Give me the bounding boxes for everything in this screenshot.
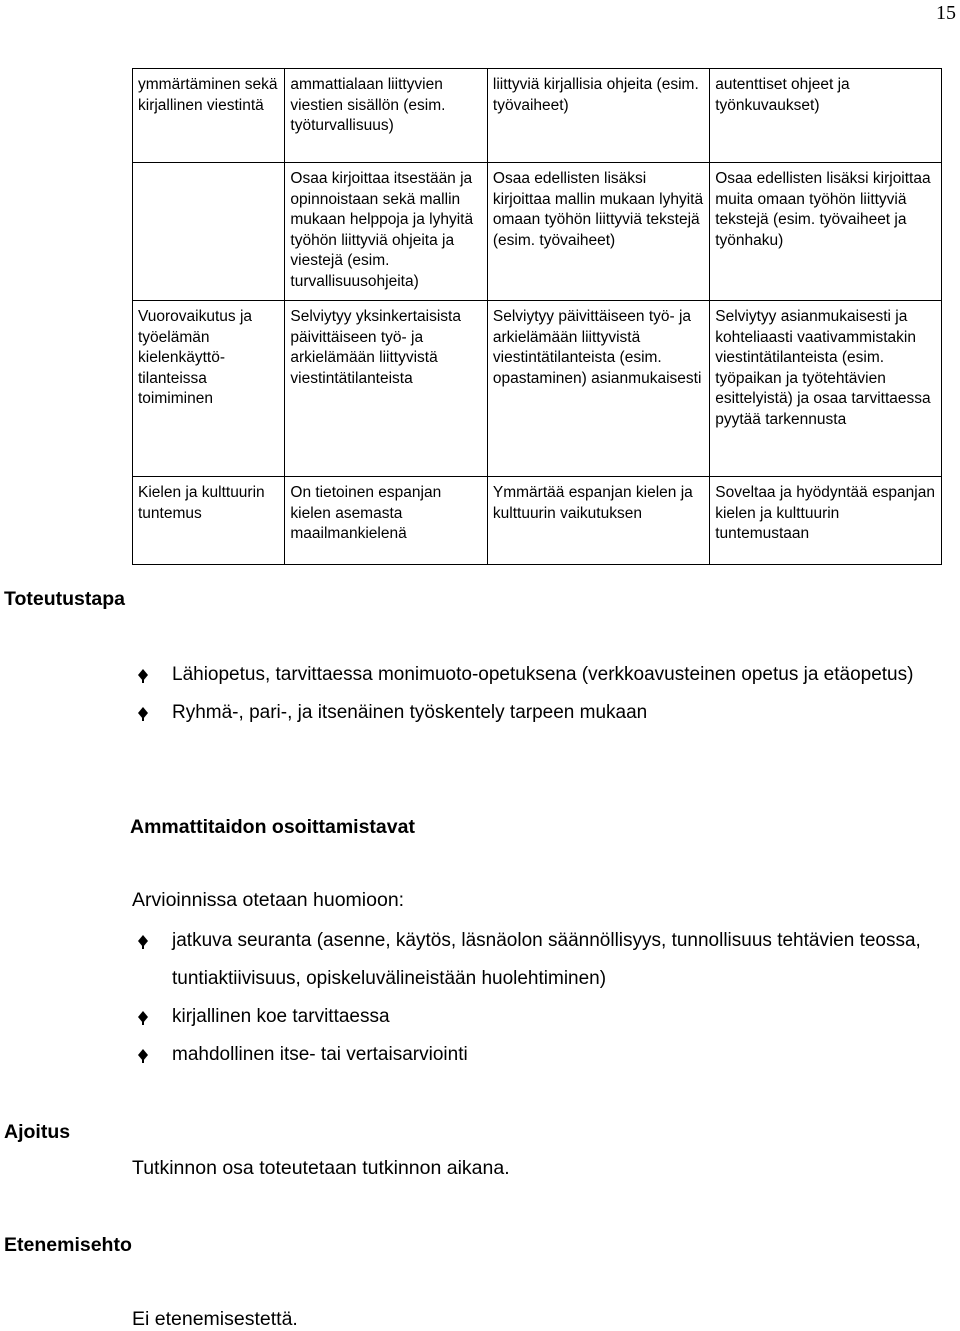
etenemisehto-text: Ei etenemisestettä.	[132, 1308, 298, 1330]
table-row	[133, 69, 942, 163]
table-cell: Kielen ja kulttuurin tuntemus	[133, 477, 285, 565]
table-cell: Soveltaa ja hyödyntää espanjan kielen ja kulttuurin tuntemustaan	[710, 477, 942, 565]
table-cell: Vuorovaikutus ja työelämän kielenkäyttö-tilanteissa toimiminen	[133, 301, 285, 477]
list-item	[136, 998, 956, 1036]
ajoitus-heading: Ajoitus	[4, 1121, 71, 1143]
table-cell: ymmärtäminen sekä kirjallinen viestintä	[133, 69, 285, 163]
diamond-bullet-icon	[138, 707, 148, 721]
list-item-text: jatkuva seuranta (asenne, käytös, läsnäolon säännöllisyys, tunnollisuus tehtävien teossa, tuntiaktiivisuus, opiskeluvälineistään huolehtiminen)	[172, 930, 921, 989]
table-cell: Selviytyy asianmukaisesti ja kohteliaasti vaativammistakin viestintätilanteista (esim. työpaikan ja työtehtävien esittelyistä) ja osaa tarvittaessa pyytää tarkennusta	[710, 301, 942, 477]
page-number: 15	[936, 2, 956, 24]
table-cell: Selviytyy päivittäiseen työ- ja arkielämään liittyvistä viestintätilanteista (esim. opastaminen) asianmukaisesti	[487, 301, 709, 477]
table-cell: On tietoinen espanjan kielen asemasta maailmankielenä	[285, 477, 488, 565]
ammattitaito-heading: Ammattitaidon osoittamistavat	[130, 816, 415, 838]
ajoitus-text: Tutkinnon osa toteutetaan tutkinnon aikana.	[132, 1157, 510, 1179]
list-item-text: mahdollinen itse- tai vertaisarviointi	[172, 1044, 468, 1065]
table-cell: Osaa kirjoittaa itsestään ja opinnoistaan sekä mallin mukaan helppoja ja lyhyitä työhön liittyviä ohjeita ja viestejä (esim. turvallisuusohjeita)	[285, 163, 488, 301]
diamond-bullet-icon	[138, 1049, 148, 1063]
table-cell: Ymmärtää espanjan kielen ja kulttuurin vaikutuksen	[487, 477, 709, 565]
competence-table	[132, 68, 942, 565]
table-cell: Selviytyy yksinkertaisista päivittäiseen työ- ja arkielämään liittyvistä viestintätilanteista	[285, 301, 488, 477]
diamond-bullet-icon	[138, 669, 148, 683]
list-item	[136, 656, 956, 694]
list-item-text: Ryhmä-, pari-, ja itsenäinen työskentely tarpeen mukaan	[172, 702, 648, 723]
list-item	[136, 1036, 956, 1074]
toteutustapa-list	[136, 656, 956, 732]
table-cell: Osaa edellisten lisäksi kirjoittaa muita omaan työhön liittyviä tekstejä (esim. työvaiheet ja työnhaku)	[710, 163, 942, 301]
list-item-text: kirjallinen koe tarvittaessa	[172, 1006, 390, 1027]
list-item-text: Lähiopetus, tarvittaessa monimuoto-opetuksena (verkkoavusteinen opetus ja etäopetus)	[172, 664, 914, 685]
table-cell: ammattialaan liittyvien viestien sisällön (esim. työturvallisuus)	[285, 69, 488, 163]
list-item	[136, 694, 956, 732]
table-row	[133, 477, 942, 565]
diamond-bullet-icon	[138, 935, 148, 949]
list-item	[136, 922, 956, 998]
toteutustapa-heading: Toteutustapa	[4, 588, 125, 610]
table-cell: liittyviä kirjallisia ohjeita (esim. työvaiheet)	[487, 69, 709, 163]
table-row	[133, 301, 942, 477]
etenemisehto-heading: Etenemisehto	[4, 1234, 132, 1256]
table-cell: autenttiset ohjeet ja työnkuvaukset)	[710, 69, 942, 163]
ammattitaito-list	[136, 922, 956, 1074]
table-row	[133, 163, 942, 301]
table-cell: Osaa edellisten lisäksi kirjoittaa mallin mukaan lyhyitä omaan työhön liittyviä tekstejä (esim. työvaiheet)	[487, 163, 709, 301]
table-cell	[133, 163, 285, 301]
diamond-bullet-icon	[138, 1011, 148, 1025]
ammattitaito-intro: Arvioinnissa otetaan huomioon:	[132, 889, 405, 911]
